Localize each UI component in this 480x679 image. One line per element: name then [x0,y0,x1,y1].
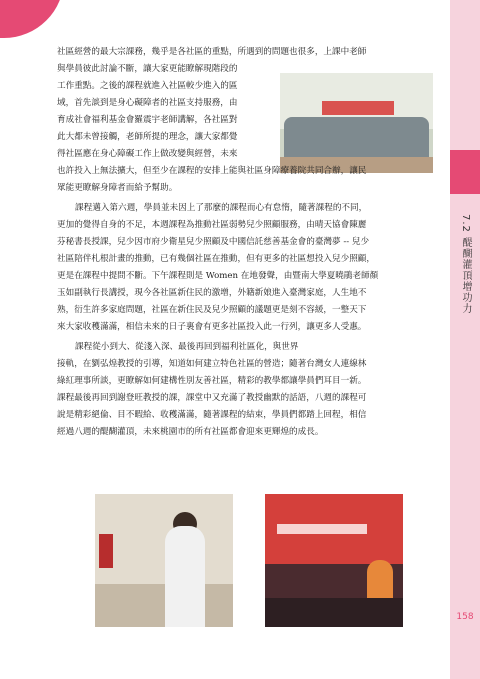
paragraph-line: 玉如副執行長講授，現今各社區新住民的激增，外籍新娘進入臺灣家庭，人生地不 [57,288,367,298]
paragraph-line: 更加的覺得自身的不足，本週課程為推動社區弱勢兒少照顧服務，由晴天協會陳麗 [57,220,367,230]
class-group-photo [280,73,433,173]
paragraph-line: 域，首先談到是身心礙障者的社區支持服務，由 [57,98,238,108]
paragraph-line: 接軌，在劉弘煌教授的引導，知道如何建立特色社區的營造；隨著台灣女人連線林 [57,359,367,369]
paragraph-line: 綠紅理事所談，更瞭解如何建構性別友善社區，精彩的教學都讓學員們耳目一新。 [57,376,367,386]
paragraph-line: 工作重點。之後的課程就進入社區較少進入的區 [57,81,238,91]
paragraph-line: 課程從小到大、從淺入深、最後再回到福利社區化，與世界 [75,342,299,352]
corner-decoration [0,0,64,38]
paragraph-line: 育成社會福利基金會羅震宇老師講解，各社區對 [57,115,238,125]
paragraph-line: 更是在課程中提問不斷。下午課程則是 Women 在地發聲，由暨南大學夏曉鵑老師顏 [57,271,379,281]
paragraph-line: 得社區應在身心障礙工作上做改變與經營，未來 [57,149,238,159]
paragraph-line: 課程最後再回到謝登旺教授的課，課堂中又充滿了教授幽默的話語，八週的課程可 [57,393,367,403]
side-tab [450,0,480,679]
paragraph-line: 與學員彼此討論不斷，讓大家更能瞭解現階段的 [57,64,238,74]
page-number: 158 [456,612,474,622]
side-tab-accent [450,150,480,194]
paragraph-line: 社區經營的最大宗課務，幾乎是各社區的重點，所遇到的問題也很多，上課中老師 [57,47,367,57]
paragraph-line: 來大家收穫滿滿，相信未來的日子裏會有更多社區投入此一行列，讓更多人受惠。 [57,322,367,332]
paragraph-line: 也許投入上無法擴大，但至少在課程的安排上能與社區身障療養院共同合辦，讓民 [57,166,367,176]
paragraph-line: 此大都未曾接觸，老師所提的理念，讓大家都覺 [57,132,238,142]
paragraph-line: 眾能更瞭解身障者而給予幫助。 [57,183,178,193]
lecturer-photo [95,494,233,627]
section-title: 7.2 醍醐灌頂增功力 [460,214,471,315]
paragraph-line: 說是精彩絕倫、目不暇給、收穫滿滿，隨著課程的結束，學員們都踏上回程，相信 [57,410,367,420]
paragraph-line: 熟，衍生許多家庭問題，社區在新住民及兒少照顧的議題更是刻不容緩，一整天下 [57,305,367,315]
lecture-hall-photo [265,494,403,627]
paragraph-line: 社區陪伴札根計畫的推動，已有幾個社區在推動，但有更多的社區想投入兒少照顧， [57,254,375,264]
paragraph-line: 經過八週的醍醐灌頂，未來桃園市的所有社區都會迎來更輝煌的成長。 [57,427,324,437]
paragraph-line: 芬秘書長授課，兒少因市府少衛星兒少照顧及中國信託慈善基金會的臺灣夢 -- 兒少 [57,237,370,247]
paragraph-line: 課程邁入第六週，學員並未因上了那麼的課程而心有怠惰，隨著課程的不同， [75,203,368,213]
